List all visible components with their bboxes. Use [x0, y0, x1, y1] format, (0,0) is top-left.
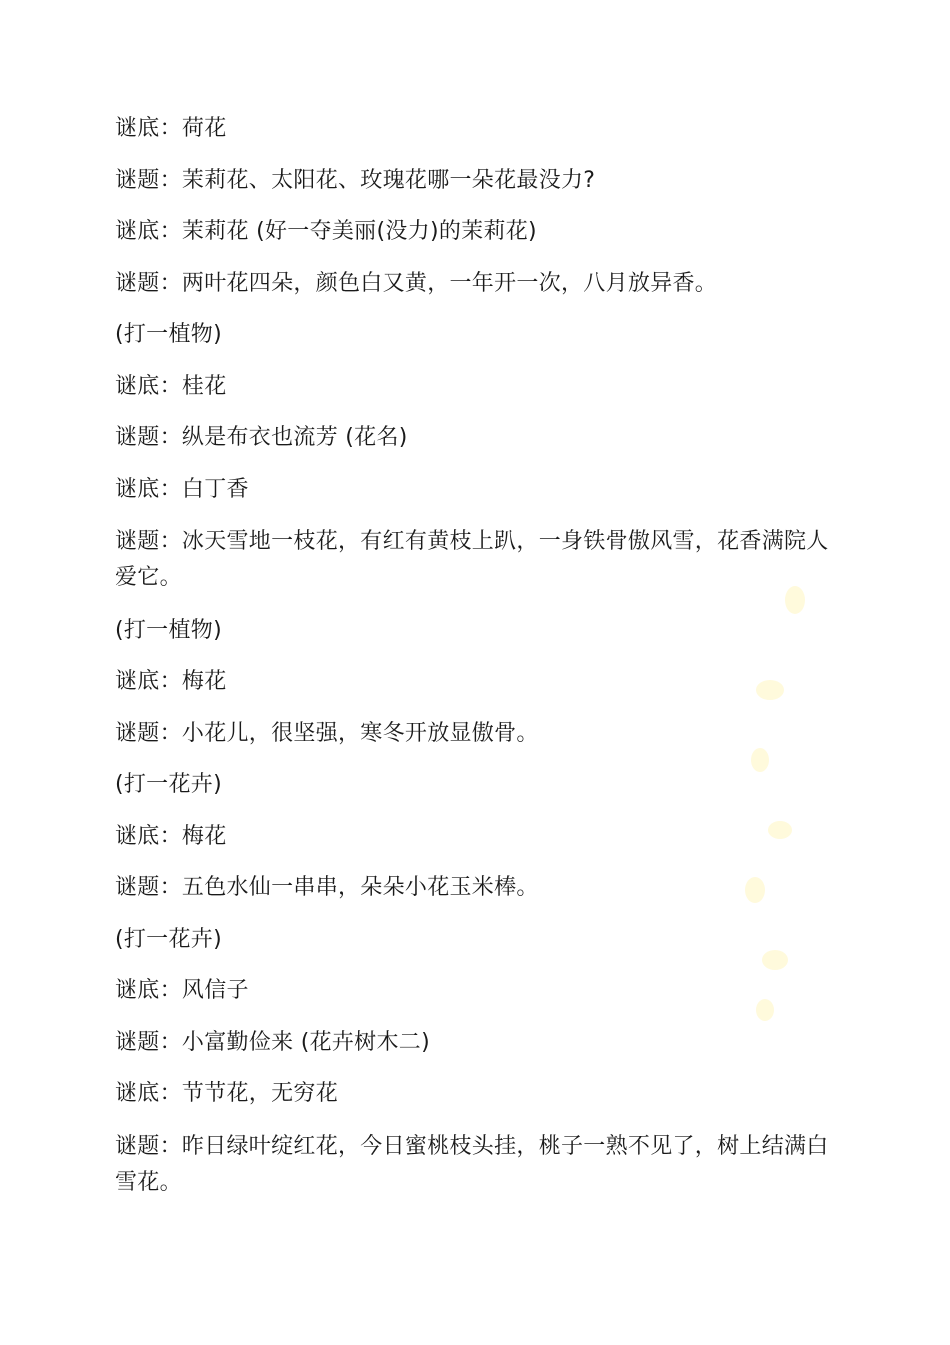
riddle-hint: (打一植物)	[115, 322, 222, 347]
riddle-question: 谜题：五色水仙一串串，朵朵小花玉米棒。	[115, 875, 539, 900]
riddle-answer: 谜底：梅花	[115, 823, 227, 849]
riddle-answer: 谜底：荷花	[115, 116, 227, 141]
riddle-hint: (打一花卉)	[115, 926, 222, 952]
riddle-question: 谜题：两叶花四朵，颜色白又黄，一年开一次，八月放异香。	[115, 270, 718, 296]
riddle-question: 谜题：茉莉花、太阳花、玫瑰花哪一朵花最没力?	[115, 167, 596, 193]
riddle-hint: (打一植物)	[115, 617, 222, 643]
riddle-question: 谜题：小富勤俭来 (花卉树木二)	[115, 1029, 430, 1055]
riddle-answer: 谜底：梅花	[115, 669, 227, 694]
riddle-answer: 谜底：茉莉花 (好一夺美丽(没力)的茉莉花)	[115, 219, 537, 244]
riddle-question: 谜题：纵是布衣也流芳 (花名)	[115, 425, 408, 450]
riddle-question: 谜题：小花儿，很坚强，寒冬开放显傲骨。	[115, 720, 539, 746]
riddle-answer: 谜底：桂花	[115, 373, 227, 399]
document-body	[115, 112, 837, 1218]
riddle-answer: 谜底：白丁香	[115, 476, 249, 502]
riddle-answer: 谜底：节节花，无穷花	[115, 1081, 339, 1106]
riddle-answer: 谜底：风信子	[115, 978, 249, 1003]
riddle-question: 谜题：冰天雪地一枝花，有红有黄枝上趴，一身铁骨傲风雪，花香满院人爱它。	[115, 529, 829, 590]
riddle-question: 谜题：昨日绿叶绽红花，今日蜜桃枝头挂，桃子一熟不见了，树上结满白雪花。	[115, 1133, 829, 1195]
riddle-hint: (打一花卉)	[115, 772, 222, 797]
